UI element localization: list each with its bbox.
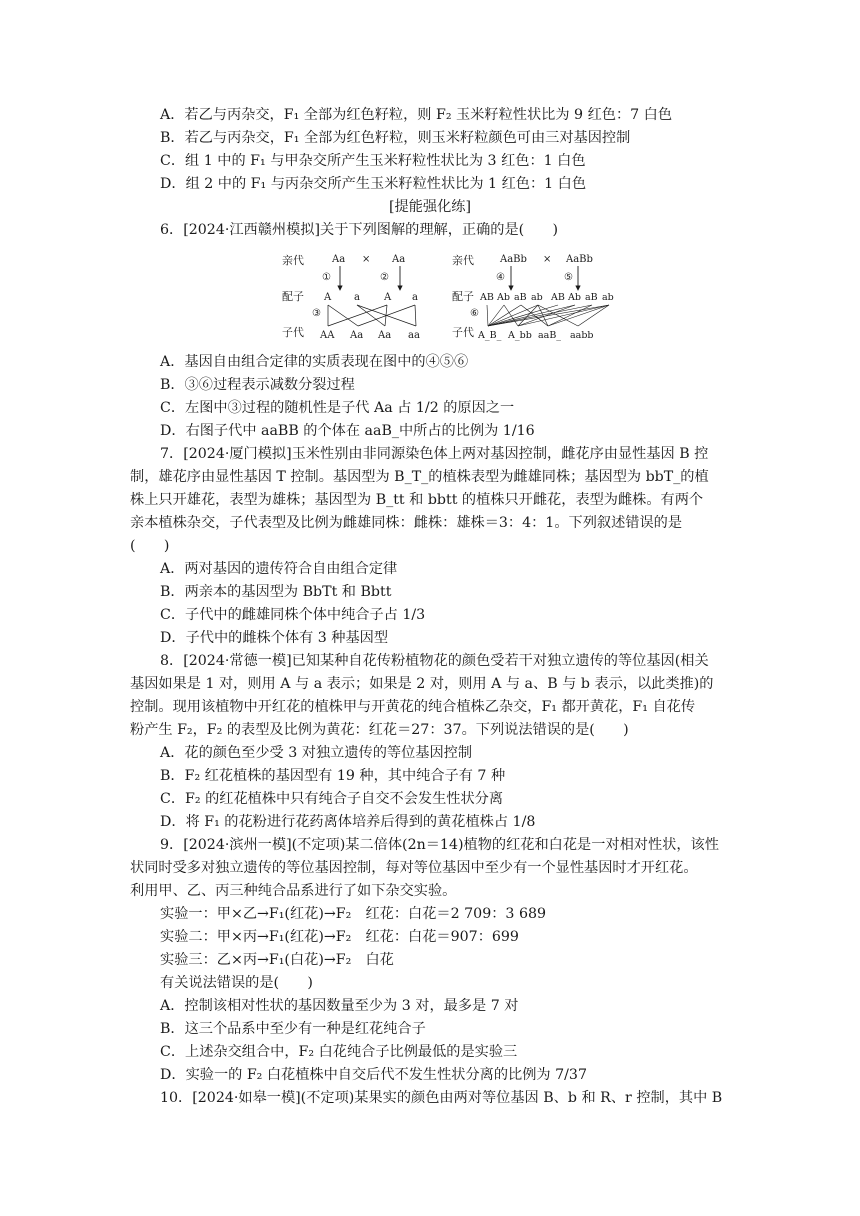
q7-stem-line-4: 亲本植株杂交，子代表型及比例为雌雄同株：雌株：雄株＝3：4：1。下列叙述错误的是 <box>130 515 683 531</box>
right-gamete-6: Ab <box>568 292 581 303</box>
left-offspring-4: aa <box>408 330 420 341</box>
q5-option-a: A．若乙与丙杂交，F₁ 全部为红色籽粒，则 F₂ 玉米籽粒性状比为 9 红色：7 白色 <box>160 107 673 123</box>
q8-option-b: B．F₂ 红花植株的基因型有 19 种，其中纯合子有 7 种 <box>160 768 506 784</box>
right-offspring-3: aaB_ <box>538 330 562 341</box>
right-parent-1: AaBb <box>500 254 527 265</box>
q9-option-b: B．这三个品系中至少有一种是红花纯合子 <box>160 1021 426 1037</box>
q7-stem-line-5: ( ) <box>130 538 170 554</box>
right-label-parent: 亲代 <box>452 254 474 267</box>
right-step-6: ⑥ <box>470 308 479 319</box>
q9-option-a: A．控制该相对性状的基因数量至少为 3 对，最多是 7 对 <box>160 998 519 1014</box>
left-offspring-2: Aa <box>350 330 364 341</box>
q8-stem-line-1: 8．[2024·常德一模]已知某种自花传粉植物花的颜色受若干对独立遗传的等位基因(相关 <box>160 653 709 669</box>
q9-stem-line-3: 利用甲、乙、丙三种纯合品系进行了如下杂交实验。 <box>130 883 457 899</box>
right-offspring-2: A_bb <box>508 330 532 341</box>
q9-stem-line-2: 状同时受多对独立遗传的等位基因控制，每对等位基因中至少有一个显性基因时才开红花。 <box>130 860 698 876</box>
right-gamete-1: AB <box>480 292 494 303</box>
q9-question: 有关说法错误的是( ) <box>160 975 313 991</box>
right-step-5: ⑤ <box>564 272 573 283</box>
q8-option-a: A．花的颜色至少受 3 对独立遗传的等位基因控制 <box>160 745 473 761</box>
left-gamete-1: A <box>324 292 332 303</box>
left-step-3: ③ <box>312 308 321 319</box>
q6-stem: 6．[2024·江西赣州模拟]关于下列图解的理解，正确的是( ) <box>160 222 559 238</box>
left-parent-2: Aa <box>392 254 406 265</box>
left-gamete-4: a <box>412 292 418 303</box>
right-step-4: ④ <box>496 272 505 283</box>
q7-option-b: B．两亲本的基因型为 BbTt 和 Bbtt <box>160 584 392 600</box>
q8-stem-line-4: 粉产生 F₂，F₂ 的表型及比例为黄花：红花＝27：37。下列说法错误的是( ) <box>130 722 629 738</box>
right-label-gamete: 配子 <box>452 290 474 303</box>
q9-stem-line-1: 9．[2024·滨州一模](不定项)某二倍体(2n＝14)植物的红花和白花是一对相对性状，该性 <box>160 837 719 853</box>
right-gamete-7: aB <box>585 292 598 303</box>
q9-experiment-3: 实验三：乙×丙→F₁(白花)→F₂ 白花 <box>160 952 394 968</box>
right-parent-2: AaBb <box>566 254 593 265</box>
q7-option-c: C．子代中的雌雄同株个体中纯合子占 1/3 <box>160 607 426 623</box>
left-parent-1: Aa <box>332 254 346 265</box>
q9-experiment-1: 实验一：甲×乙→F₁(红花)→F₂ 红花：白花＝2 709：3 689 <box>160 906 547 922</box>
q9-experiment-2: 实验二：甲×丙→F₁(红花)→F₂ 红花：白花＝907：699 <box>160 929 519 945</box>
left-step-1: ① <box>322 272 331 283</box>
left-gamete-3: A <box>384 292 392 303</box>
q8-option-d: D．将 F₁ 的花粉进行花药离体培养后得到的黄花植株占 1/8 <box>160 814 536 830</box>
q8-option-c: C．F₂ 的红花植株中只有纯合子自交不会发生性状分离 <box>160 791 504 807</box>
right-offspring-4: aabb <box>570 330 594 341</box>
q8-stem-line-3: 控制。现用该植物中开红花的植株甲与开黄花的纯合植株乙杂交，F₁ 都开黄花，F₁ 自花传 <box>130 699 696 715</box>
q8-stem-line-2: 基因如果是 1 对，则用 A 与 a 表示；如果是 2 对，则用 A 与 a、B 与 b 表示，以此类推)的 <box>130 676 714 692</box>
left-gamete-2: a <box>354 292 360 303</box>
right-gamete-8: ab <box>602 292 614 303</box>
q7-stem-line-1: 7．[2024·厦门模拟]玉米性别由非同源染色体上两对基因控制，雌花序由显性基因 B 控 <box>160 446 709 462</box>
q6-option-c: C．左图中③过程的随机性是子代 Aa 占 1/2 的原因之一 <box>160 400 515 416</box>
left-label-gamete: 配子 <box>282 290 304 303</box>
q9-option-c: C．上述杂交组合中，F₂ 白花纯合子比例最低的是实验三 <box>160 1044 518 1060</box>
right-offspring-1: A_B_ <box>478 330 502 341</box>
right-gamete-4: ab <box>531 292 543 303</box>
q5-option-c: C．组 1 中的 F₁ 与甲杂交所产生玉米籽粒性状比为 3 红色：1 白色 <box>160 153 586 169</box>
left-offspring-1: AA <box>320 330 335 341</box>
q5-option-b: B．若乙与丙杂交，F₁ 全部为红色籽粒，则玉米籽粒颜色可由三对基因控制 <box>160 130 631 146</box>
q5-option-d: D．组 2 中的 F₁ 与丙杂交所产生玉米籽粒性状比为 1 红色：1 白色 <box>160 176 587 192</box>
left-diagram <box>282 253 420 341</box>
right-cross: × <box>543 254 552 265</box>
left-label-offspring: 子代 <box>282 326 304 339</box>
genetics-diagram <box>280 250 620 346</box>
q10-stem-line-1: 10．[2024·如皋一模](不定项)某果实的颜色由两对等位基因 B、b 和 R、r 控制，其中 B <box>160 1090 723 1106</box>
q9-option-d: D．实验一的 F₂ 白花植株中自交后代不发生性状分离的比例为 7/37 <box>160 1067 587 1083</box>
q7-stem-line-2: 制，雄花序由显性基因 T 控制。基因型为 B_T_的植株表型为雌雄同株；基因型为 bbT_的植 <box>130 469 709 485</box>
right-gamete-2: Ab <box>497 292 510 303</box>
left-offspring-3: Aa <box>378 330 392 341</box>
right-gamete-5: AB <box>551 292 565 303</box>
q6-option-b: B．③⑥过程表示减数分裂过程 <box>160 377 355 393</box>
right-gamete-3: aB <box>514 292 527 303</box>
section-title: [提能强化练] <box>388 199 471 215</box>
left-label-parent: 亲代 <box>282 254 304 267</box>
right-diagram <box>452 253 614 341</box>
right-label-offspring: 子代 <box>452 326 474 339</box>
q7-stem-line-3: 株上只开雄花，表型为雄株；基因型为 B_tt 和 bbtt 的植株只开雌花，表型为雌株。有两个 <box>130 492 704 508</box>
q7-option-d: D．子代中的雌株个体有 3 种基因型 <box>160 630 389 646</box>
q7-option-a: A．两对基因的遗传符合自由组合定律 <box>160 561 398 577</box>
left-step-2: ② <box>380 272 389 283</box>
q6-option-a: A．基因自由组合定律的实质表现在图中的④⑤⑥ <box>160 354 469 370</box>
q6-option-d: D．右图子代中 aaBB 的个体在 aaB_中所占的比例为 1/16 <box>160 423 535 439</box>
left-cross: × <box>362 254 371 265</box>
